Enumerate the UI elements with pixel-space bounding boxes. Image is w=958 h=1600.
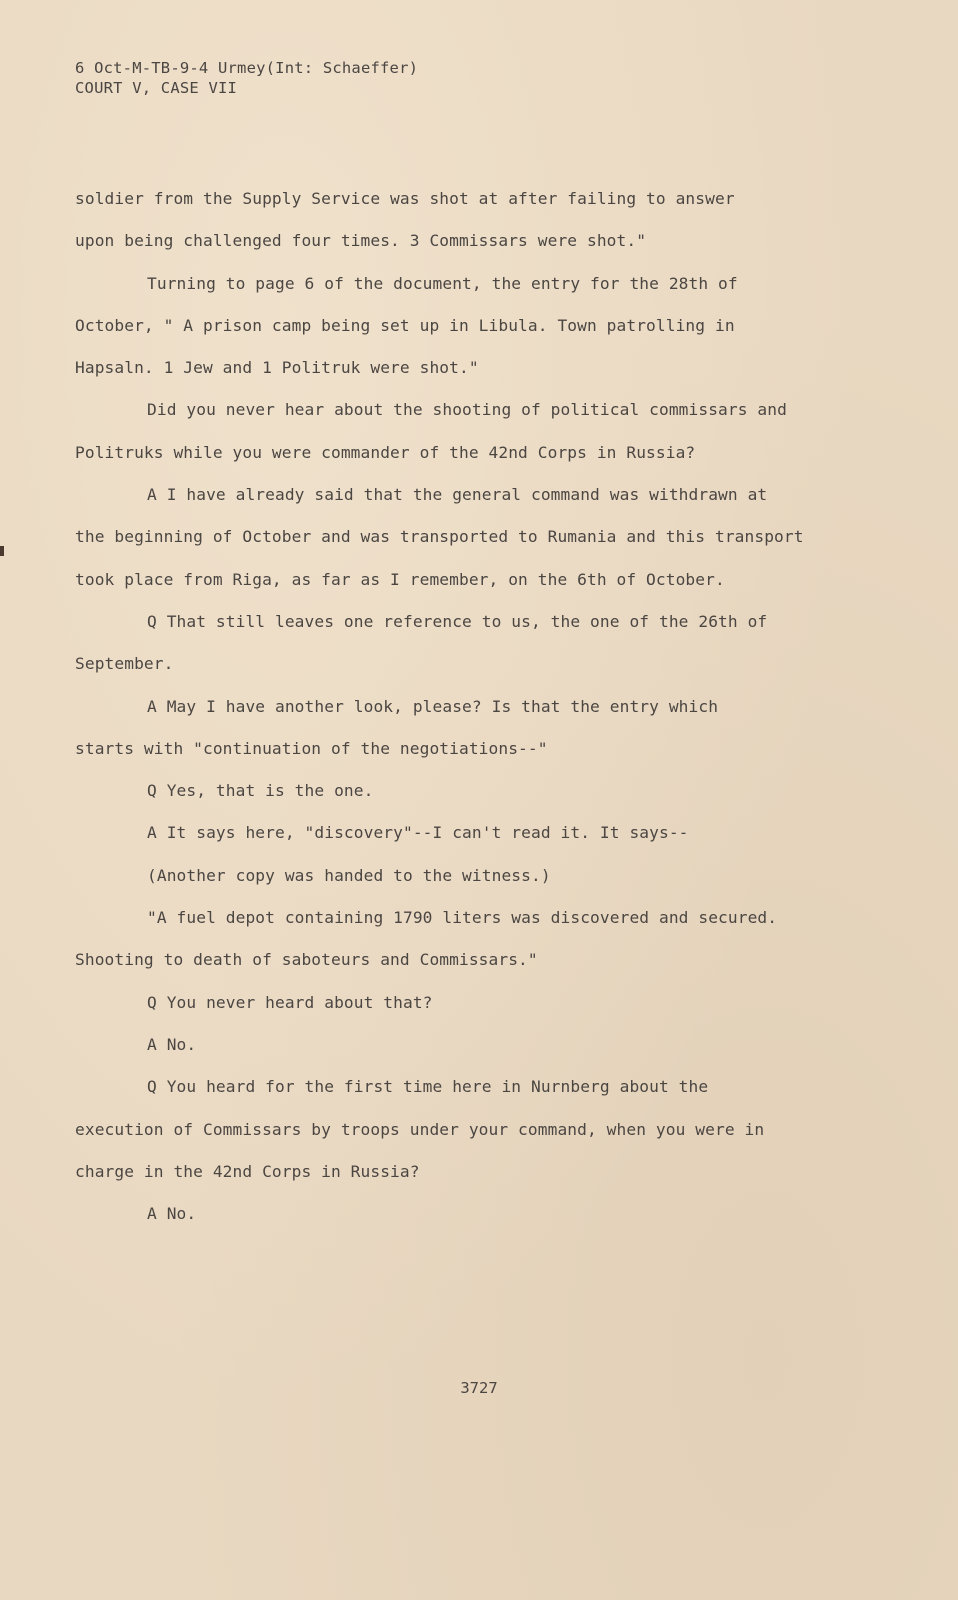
text-line: Turning to page 6 of the document, the entry for the 28th of [147, 273, 738, 293]
text-line: starts with "continuation of the negotiations--" [75, 738, 548, 758]
text-line: September. [75, 654, 174, 674]
text-line: October, " A prison camp being set up in Libula. Town patrolling in [75, 315, 735, 335]
text-line: soldier from the Supply Service was shot at after failing to answer [75, 189, 735, 208]
text-line: execution of Commissars by troops under your command, when you were in [75, 1119, 765, 1139]
header-line-1: 6 Oct-M-TB-9-4 Urmey(Int: Schaeffer) [75, 59, 419, 77]
transcript-body [75, 178, 855, 1235]
text-line: Politruks while you were commander of the 42nd Corps in Russia? [75, 442, 696, 462]
text-line: took place from Riga, as far as I remember, on the 6th of October. [75, 569, 725, 589]
text-line: Hapsaln. 1 Jew and 1 Politruk were shot." [75, 358, 479, 378]
text-line: upon being challenged four times. 3 Commissars were shot." [75, 231, 647, 251]
text-line: A No. [147, 1204, 197, 1224]
text-line: the beginning of October and was transported to Rumania and this transport [75, 527, 804, 547]
text-line: A No. [147, 1034, 197, 1054]
text-line: Q Yes, that is the one. [147, 781, 374, 801]
text-line: Q That still leaves one reference to us, the one of the 26th of [147, 611, 768, 631]
edge-mark [0, 546, 4, 556]
document-header [75, 58, 418, 98]
text-line: A I have already said that the general command was withdrawn at [147, 485, 768, 505]
text-line: Q You heard for the first time here in Nurnberg about the [147, 1077, 709, 1097]
text-line: A May I have another look, please? Is that the entry which [147, 696, 719, 716]
text-line: Q You never heard about that? [147, 992, 433, 1012]
text-line: Did you never hear about the shooting of political commissars and [147, 400, 787, 420]
text-line: "A fuel depot containing 1790 liters was discovered and secured. [147, 908, 778, 928]
text-line: (Another copy was handed to the witness.) [147, 865, 551, 885]
page-number: 3727 [460, 1379, 498, 1397]
text-line: charge in the 42nd Corps in Russia? [75, 1161, 420, 1181]
header-line-2: COURT V, CASE VII [75, 79, 238, 97]
text-line: Shooting to death of saboteurs and Commissars." [75, 950, 538, 970]
text-line: A It says here, "discovery"--I can't read it. It says-- [147, 823, 689, 843]
